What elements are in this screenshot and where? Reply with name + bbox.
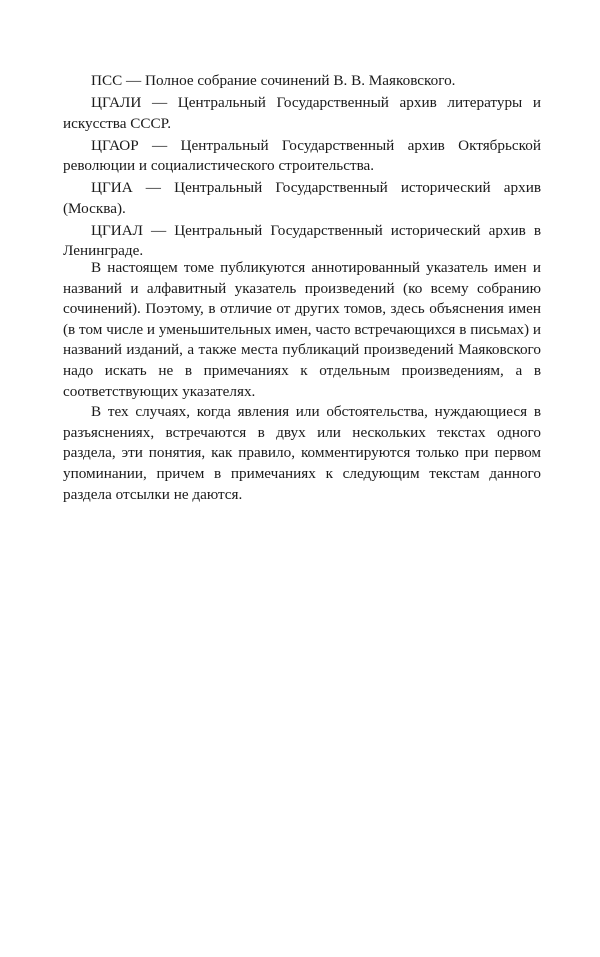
abbreviation-pss: ПСС — Полное собрание сочинений В. В. Маяковского. [91,72,456,89]
abbreviation-tsgial: ЦГИАЛ — Центральный Государственный исторический архив в Ленинграде. [63,221,541,260]
abbreviation-tsgaor: ЦГАОР — Центральный Государственный архив Октябрьской революции и социалистического строительства. [63,136,541,175]
editorial-notes [63,258,541,505]
abbreviation-tsgali: ЦГАЛИ — Центральный Государственный архив литературы и искусства СССР. [63,93,541,132]
abbreviation-tsgia: ЦГИА — Центральный Государственный исторический архив (Москва). [63,179,541,217]
note-paragraph-2: В тех случаях, когда явления или обстоятельства, нуждающиеся в разъяснениях, встречаются в двух или нескольких текстах одного раздела, эти понятия, как правило, комментируются только при первом упоминании, причем в примечаниях к следующим текстам данного раздела отсылки не даются. [63,403,541,503]
note-paragraph-1: В настоящем томе публикуются аннотированный указатель имен и названий и алфавитный указатель произведений (ко всему собранию сочинений). Поэтому, в отличие от других томов, здесь объяснения имен (в том числе и уменьшительных имен, часто встречающихся в письмах) и названий изданий, а также места публикаций произведений Маяковского надо искать не в примечаниях к отдельным произведениям, а в соответствующих указателях. [63,259,541,400]
abbreviations-list [63,71,541,263]
